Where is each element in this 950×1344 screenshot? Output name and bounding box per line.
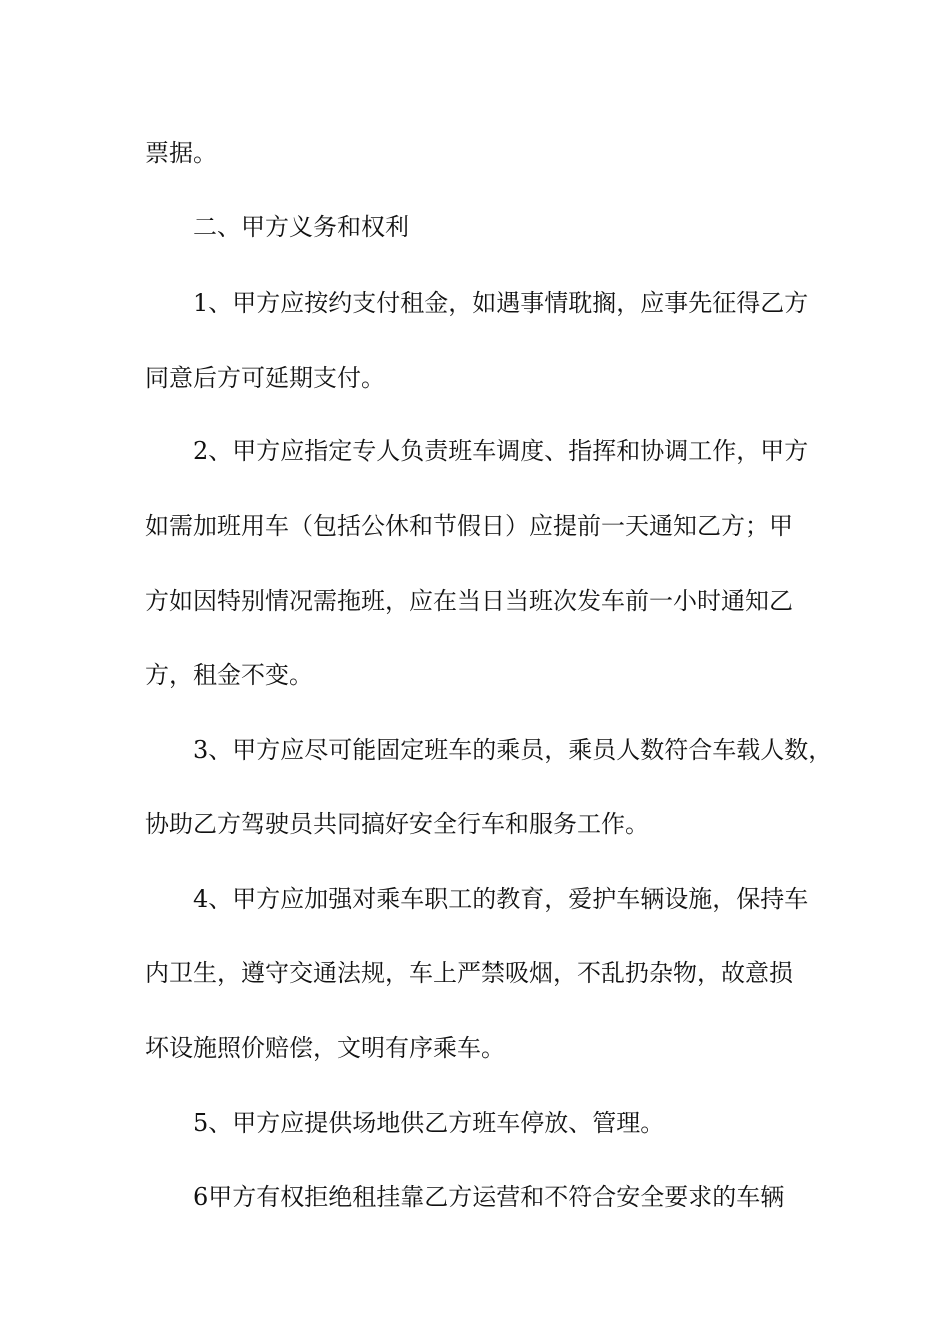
text-line: 方如因特别情况需拖班，应在当日当班次发车前一小时通知乙 xyxy=(145,587,793,615)
text-line: 3、甲方应尽可能固定班车的乘员，乘员人数符合车载人数， xyxy=(193,736,833,764)
text-line: 坏设施照价赔偿，文明有序乘车。 xyxy=(145,1034,505,1062)
text-line: 6甲方有权拒绝租挂靠乙方运营和不符合安全要求的车辆 xyxy=(193,1183,785,1211)
text-line: 4、甲方应加强对乘车职工的教育，爱护车辆设施，保持车 xyxy=(193,885,809,913)
text-line: 内卫生，遵守交通法规，车上严禁吸烟，不乱扔杂物，故意损 xyxy=(145,959,793,987)
section-heading: 二、甲方义务和权利 xyxy=(193,213,409,241)
text-line: 如需加班用车（包括公休和节假日）应提前一天通知乙方；甲 xyxy=(145,512,793,540)
text-line: 同意后方可延期支付。 xyxy=(145,364,385,392)
text-line: 5、甲方应提供场地供乙方班车停放、管理。 xyxy=(193,1109,665,1137)
text-line: 票据。 xyxy=(145,139,217,167)
text-line: 2、甲方应指定专人负责班车调度、指挥和协调工作，甲方 xyxy=(193,437,809,465)
text-line: 方，租金不变。 xyxy=(145,661,313,689)
text-line: 协助乙方驾驶员共同搞好安全行车和服务工作。 xyxy=(145,810,649,838)
text-line: 1、甲方应按约支付租金，如遇事情耽搁，应事先征得乙方 xyxy=(193,289,809,317)
